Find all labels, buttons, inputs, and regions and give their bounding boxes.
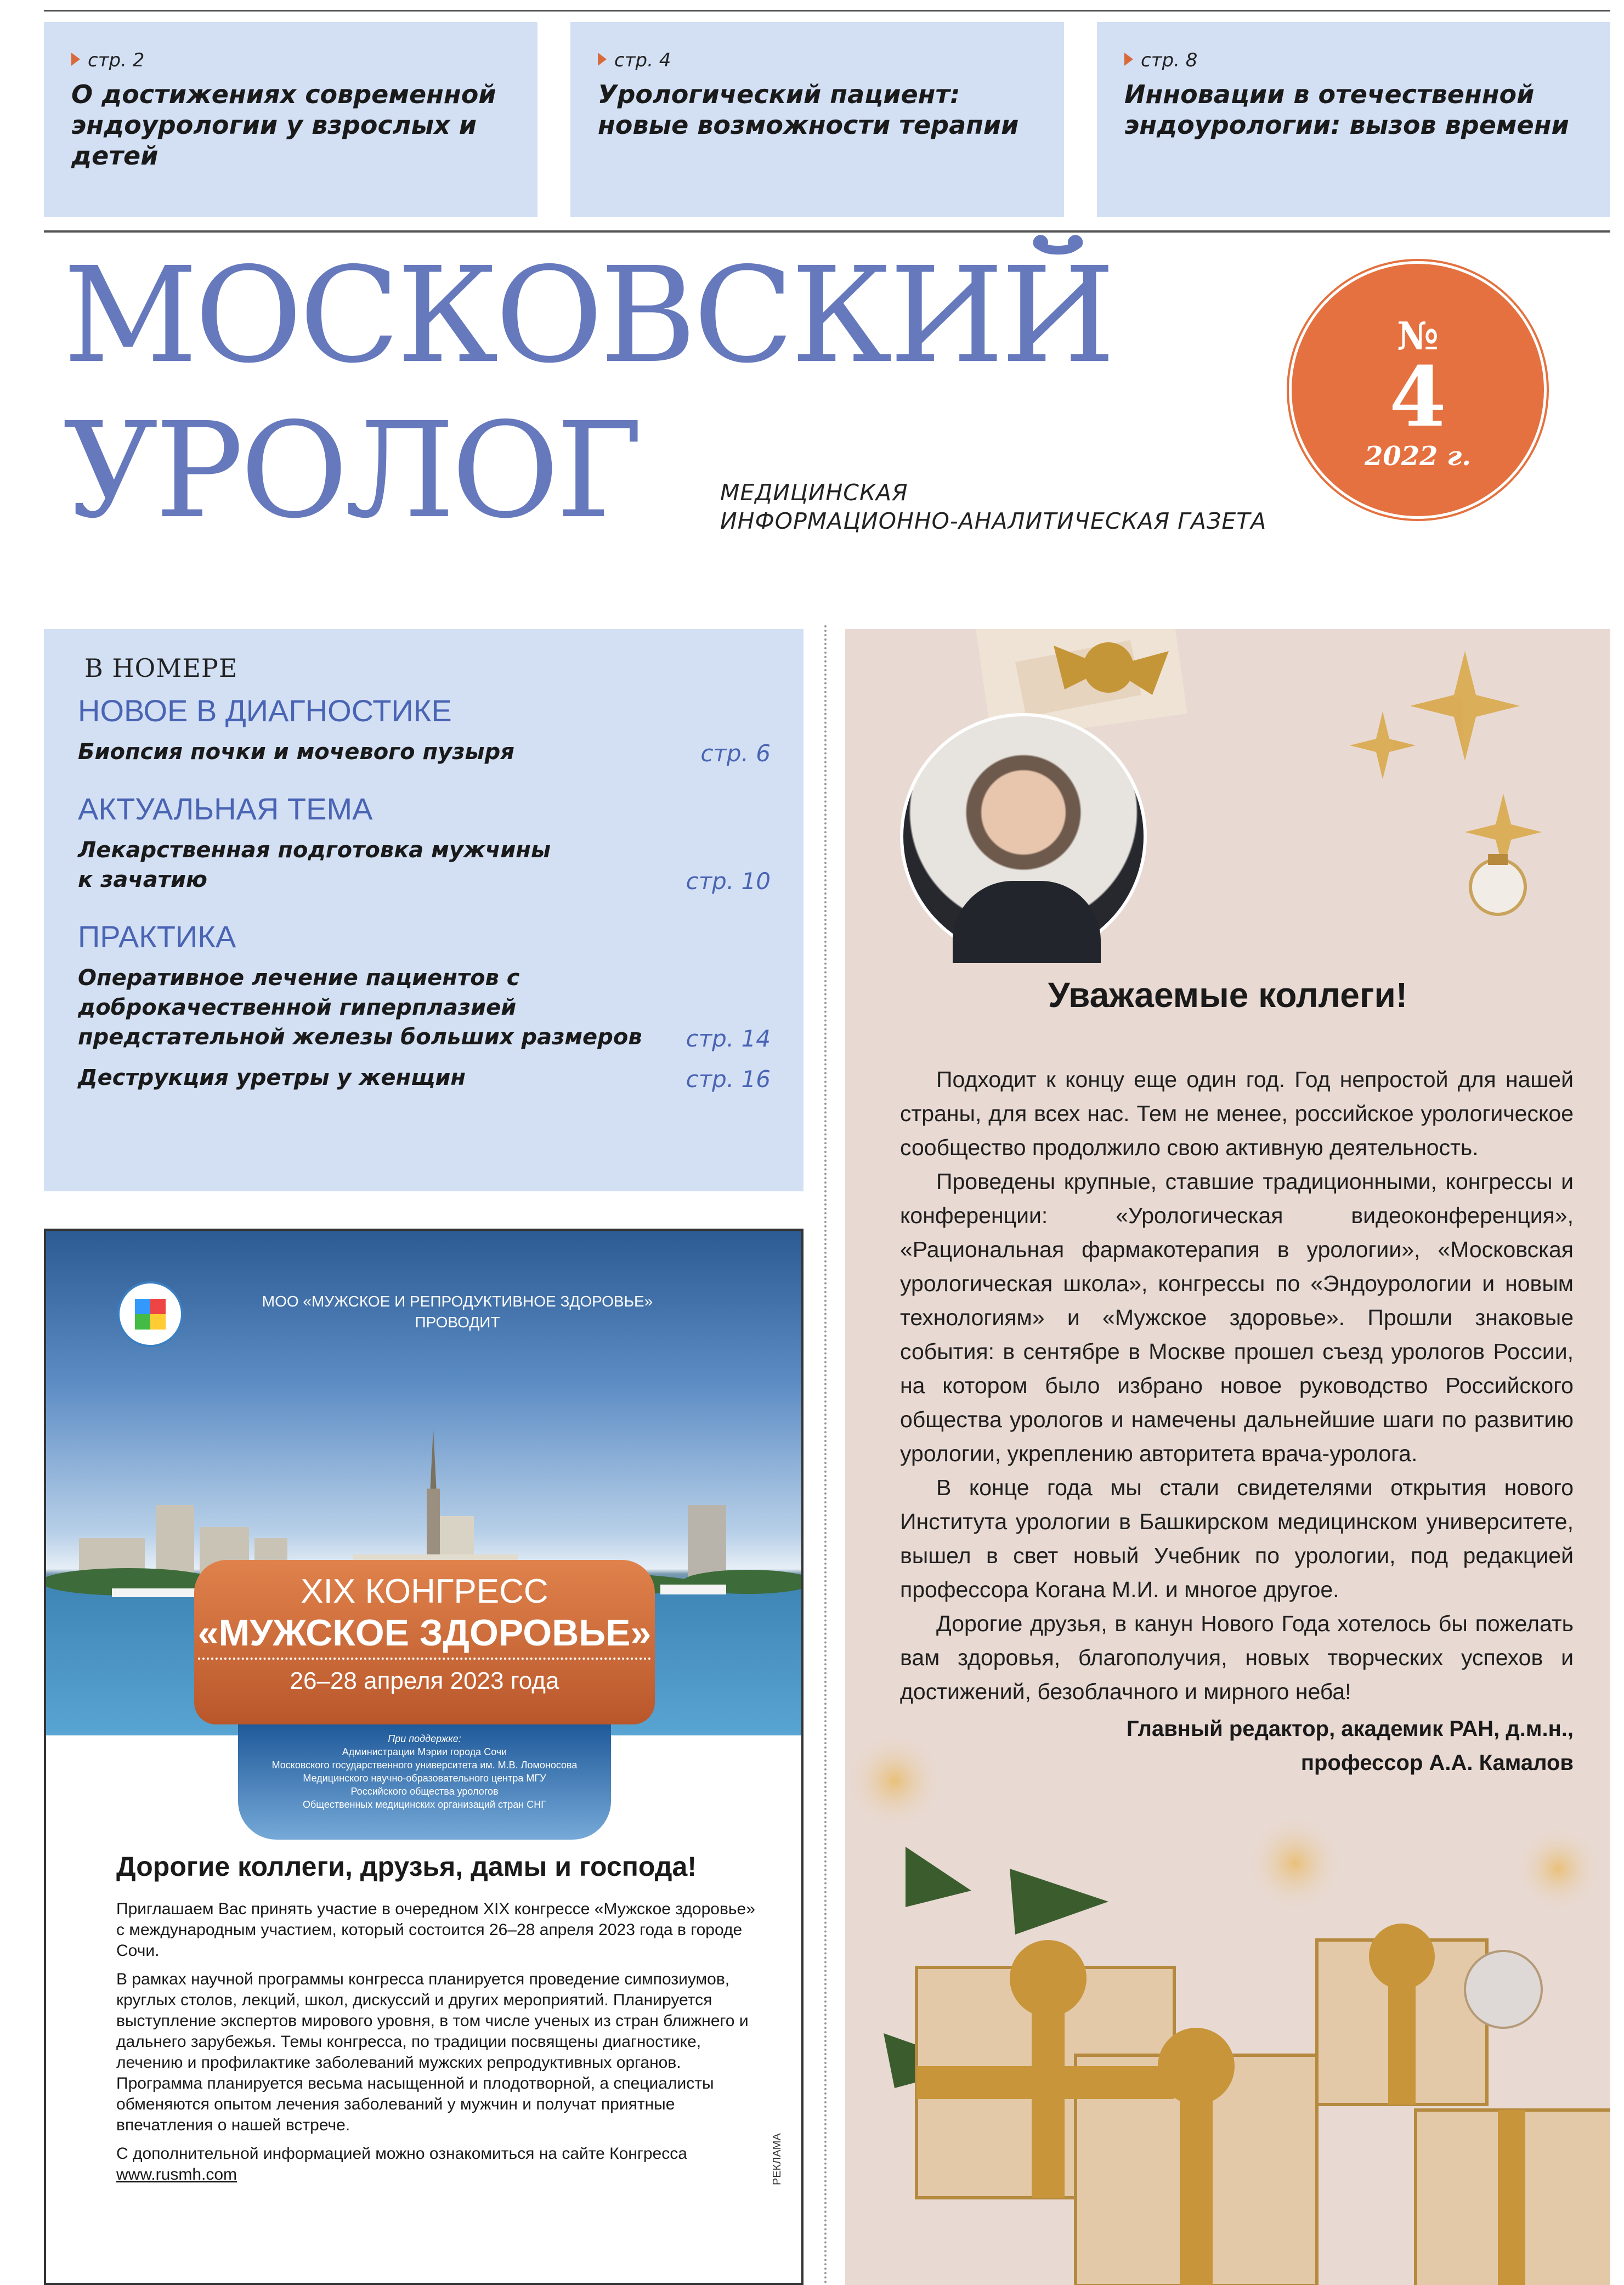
ad-info-text: С дополнительной информацией можно ознакомиться на сайте Конгресса: [116, 2145, 687, 2163]
toc-item[interactable]: [78, 1063, 771, 1093]
teaser-2[interactable]: [570, 22, 1064, 217]
teaser-1[interactable]: [44, 22, 537, 217]
toc-section-title: НОВОЕ В ДИАГНОСТИКЕ: [78, 693, 452, 728]
ad-greeting: Дорогие коллеги, друзья, дамы и господа!: [116, 1851, 697, 1882]
issue-number: 4: [1389, 349, 1447, 445]
support-block: [238, 1724, 611, 1840]
congress-name: «МУЖСКОЕ ЗДОРОВЬЕ»: [198, 1611, 652, 1660]
signature-title: Главный редактор, академик РАН, д.м.н.,: [1126, 1717, 1574, 1741]
congress-dates: 26–28 апреля 2023 года: [290, 1667, 559, 1694]
toc-item[interactable]: [78, 835, 771, 895]
top-rule: [44, 10, 1610, 12]
toc-item-title: Биопсия почки и мочевого пузыря: [78, 739, 514, 765]
subtitle-line-1: МЕДИЦИНСКАЯ: [720, 479, 908, 506]
masthead-line-2: УРОЛОГ: [63, 394, 640, 547]
person-suit: [953, 881, 1101, 963]
masthead-line-1: МОСКОВСКИЙ: [63, 239, 1112, 392]
editor-photo: [900, 713, 1147, 960]
teaser-title: О достижениях современной эндоурологии у взрослых и детей: [71, 80, 496, 171]
issue-sign: №: [1396, 313, 1439, 359]
letter-heading: Уважаемые коллеги!: [1048, 975, 1408, 1015]
masthead-subtitle: [720, 478, 1266, 535]
subtitle-line-2: ИНФОРМАЦИОННО-АНАЛИТИЧЕСКАЯ ГАЗЕТА: [720, 508, 1267, 534]
table-of-contents: [44, 629, 803, 1191]
toc-item-title: Лекарственная подготовка мужчины к зачатию: [78, 838, 551, 892]
toc-header: В НОМЕРЕ: [84, 653, 238, 683]
teaser-page: стр. 8: [1124, 49, 1583, 71]
toc-item-title: Деструкция уретры у женщин: [78, 1065, 466, 1090]
issue-badge: [1289, 261, 1547, 519]
teaser-page: стр. 4: [598, 49, 1037, 71]
teaser-page: стр. 2: [71, 49, 510, 71]
congress-number: XIX КОНГРЕСС: [301, 1573, 548, 1610]
congress-website-link[interactable]: www.rusmh.com: [116, 2165, 237, 2184]
letter-paragraph: Проведены крупные, ставшие традиционными, конгрессы и конференции: «Урологическая видеоконференция», «Рациональная фармакотерапия в урологии», «Московская урологическая школа», конгрессы по «Эндоурологии и новым технологиям» и «Мужское здоровье». Прошли знаковые события: в сентябре в Москве прошел съезд урологов России, на котором было избрано новое руководство Российского общества урологов и намечены дальнейшие шаги по развитию урологии, укреплению авторитета врача-уролога.: [900, 1169, 1574, 1466]
toc-item-page: стр. 10: [686, 868, 771, 895]
supporter: Общественных медицинских организаций стран СНГ: [303, 1799, 546, 1810]
letter-body: [900, 1062, 1574, 1780]
letter-paragraph: В конце года мы стали свидетелями открытия нового Института урологии в Башкирском медицинском университете, вышел в свет новый Учебник по урологии, под редакцией профессора Когана М.И. и многое другое.: [900, 1475, 1574, 1602]
toc-item-title: Оперативное лечение пациентов с доброкачественной гиперплазией предстательной железы больших размеров: [78, 965, 642, 1050]
supporter: Администрации Мэрии города Сочи: [342, 1746, 507, 1757]
supporter: Московского государственного университета им. М.В. Ломоносова: [271, 1760, 578, 1771]
teaser-title: Инновации в отечественной эндоурологии: вызов времени: [1124, 80, 1569, 140]
ad-paragraph: [116, 2143, 763, 2185]
toc-item-page: стр. 16: [686, 1066, 771, 1093]
ad-label: РЕКЛАМА: [771, 2133, 783, 2185]
letter-signature: [900, 1712, 1574, 1780]
support-title: При поддержке:: [388, 1733, 461, 1744]
supporter: Медицинского научно-образовательного центра МГУ: [303, 1773, 546, 1784]
signature-name: профессор А.А. Камалов: [1300, 1751, 1574, 1775]
toc-item[interactable]: [78, 963, 771, 1052]
congress-banner: [194, 1560, 655, 1724]
issue-year: 2022 г.: [1364, 441, 1471, 472]
organizer-verb: ПРОВОДИТ: [415, 1314, 500, 1331]
teaser-title: Урологический пациент: новые возможности терапии: [598, 80, 1019, 140]
toc-section-title: АКТУАЛЬНАЯ ТЕМА: [78, 791, 373, 826]
puzzle-icon: [135, 1299, 166, 1330]
letter-paragraph: Дорогие друзья, в канун Нового Года хотелось бы пожелать вам здоровья, благополучия, новых творческих успехов и достижений, безоблачного и мирного неба!: [900, 1611, 1574, 1704]
header-rule: [44, 230, 1610, 233]
ad-text: [116, 1851, 763, 2185]
organizer-name: МОО «МУЖСКОЕ И РЕПРОДУКТИВНОЕ ЗДОРОВЬЕ»: [262, 1293, 653, 1310]
column-divider: [824, 625, 827, 2285]
toc-section-title: ПРАКТИКА: [78, 919, 236, 954]
letter-paragraph: Подходит к концу еще один год. Год непростой для нашей страны, для всех нас. Тем не менее, российское урологическое сообщество продолжило свою активную деятельность.: [900, 1067, 1574, 1160]
ad-paragraph: Приглашаем Вас принять участие в очередном XIX конгрессе «Мужское здоровье» с международным участием, который состоится 26–28 апреля 2023 года в городе Сочи.: [116, 1900, 755, 1960]
editor-letter: [845, 629, 1610, 2285]
supporter: Российского общества урологов: [350, 1786, 499, 1797]
toc-item-page: стр. 14: [686, 1025, 771, 1052]
society-logo: [117, 1281, 183, 1347]
congress-advertisement[interactable]: [44, 1229, 803, 2285]
teaser-3[interactable]: [1097, 22, 1610, 217]
ad-paragraph: В рамках научной программы конгресса планируется проведение симпозиумов, круглых столов, лекций, школ, дискуссий и других мероприятий. Планируется выступление экспертов мирового уровня, в том числе ученых из стран ближнего и дальнего зарубежья. Темы конгресса, по традиции посвящены диагностике, лечению и профилактике заболеваний мужских репродуктивных органов. Программа планируется весьма насыщенной и плодотворной, а специалисты обменяются опытом лечения заболеваний у мужчин и получат приятные впечатления о нашей встрече.: [116, 1970, 749, 2134]
toc-item[interactable]: [78, 737, 771, 767]
toc-item-page: стр. 6: [700, 740, 771, 767]
ad-organizer: [211, 1291, 704, 1333]
